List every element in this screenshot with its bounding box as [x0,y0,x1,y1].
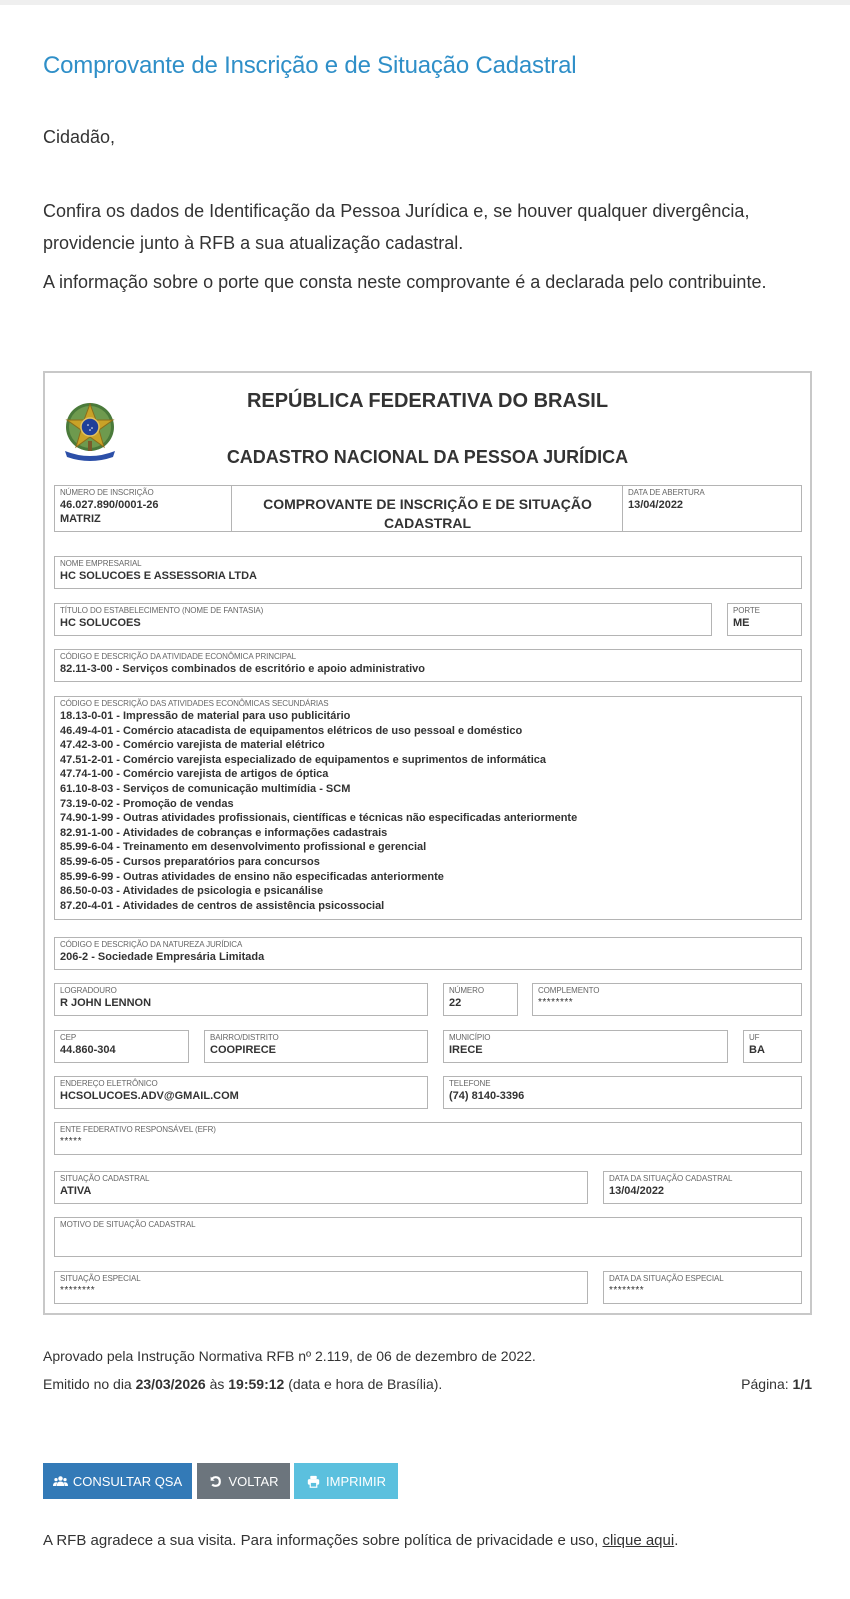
field-telefone [443,1076,802,1109]
privacy-link[interactable]: clique aqui [602,1532,675,1549]
field-nome-fantasia [54,603,712,636]
field-uf [743,1030,802,1063]
value-numero: 22 [449,997,462,1009]
print-icon [306,1475,321,1488]
aprovado-text: Aprovado pela Instrução Normativa RFB nº 2.119, de 06 de dezembro de 2022. [43,1348,536,1364]
list-item: 74.90-1-99 - Outras atividades profissionais, científicas e técnicas não especificadas anteriormente [60,812,578,825]
list-item: 86.50-0-03 - Atividades de psicologia e psicanálise [60,885,324,898]
list-item: 61.10-8-03 - Serviços de comunicação multimídia - SCM [60,782,351,795]
field-atividades-secundarias [54,696,802,920]
label-email: ENDEREÇO ELETRÔNICO [60,1079,158,1088]
list-item: 85.99-6-04 - Treinamento em desenvolvimento profissional e gerencial [60,841,427,854]
voltar-label: VOLTAR [228,1473,279,1489]
list-item: 73.19-0-02 - Promoção de vendas [60,797,234,810]
emitido-time: 19:59:12 [228,1376,285,1392]
emitido-date: 23/03/2026 [135,1376,206,1392]
value-email: HCSOLUCOES.ADV@GMAIL.COM [60,1090,239,1102]
privacy-text [43,1532,678,1549]
label-situacao-especial: SITUAÇÃO ESPECIAL [60,1274,141,1283]
greeting: Cidadão, [43,127,116,147]
label-natureza-juridica: CÓDIGO E DESCRIÇÃO DA NATUREZA JURÍDICA [60,940,243,949]
consultar-qsa-label: CONSULTAR QSA [72,1473,183,1489]
label-data-situacao-especial: DATA DA SITUAÇÃO ESPECIAL [609,1274,724,1283]
value-efr: ***** [60,1136,82,1147]
page-title: Comprovante de Inscrição e de Situação Cadastral [43,52,577,79]
label-nome-empresarial: NOME EMPRESARIAL [60,559,142,568]
label-cep: CEP [60,1033,77,1042]
voltar-button[interactable] [197,1463,290,1499]
value-bairro: COOPIRECE [210,1044,277,1056]
label-data-situacao-cadastral: DATA DA SITUAÇÃO CADASTRAL [609,1174,733,1183]
porte-note-paragraph: A informação sobre o porte que consta neste comprovante é a declarada pelo contribuinte. [43,272,767,292]
field-logradouro [54,983,428,1016]
value-logradouro: R JOHN LENNON [60,997,152,1009]
value-natureza-juridica: 206-2 - Sociedade Empresária Limitada [60,951,265,963]
privacy-text-body: A RFB agradece a sua visita. Para informações sobre política de privacidade e uso, [43,1532,603,1549]
comprovante-title: COMPROVANTE DE INSCRIÇÃO E DE SITUAÇÃO CADASTRAL [263,496,592,531]
label-atividades-secundarias: CÓDIGO E DESCRIÇÃO DAS ATIVIDADES ECONÔMICAS SECUNDÁRIAS [60,699,329,708]
field-numero [443,983,518,1016]
value-porte: ME [733,617,750,629]
list-item: 85.99-6-05 - Cursos preparatórios para concursos [60,855,320,868]
label-numero: NÚMERO [449,986,484,995]
value-data-abertura: 13/04/2022 [628,499,684,511]
value-complemento: ******** [538,997,574,1008]
emitido-suffix: (data e hora de Brasília). [284,1376,443,1392]
value-uf: BA [749,1044,765,1056]
field-email [54,1076,428,1109]
value-cep: 44.860-304 [60,1044,116,1056]
label-municipio: MUNICÍPIO [449,1033,491,1042]
list-item: 82.91-1-00 - Atividades de cobranças e informações cadastrais [60,826,388,839]
label-numero-inscricao: NÚMERO DE INSCRIÇÃO [60,488,154,497]
value-cnpj: 46.027.890/0001-26 [60,499,159,511]
field-bairro [204,1030,428,1063]
field-efr [54,1122,802,1155]
consultar-qsa-button[interactable] [43,1463,192,1499]
top-bar [0,0,850,5]
label-nome-fantasia: TÍTULO DO ESTABELECIMENTO (NOME DE FANTASIA) [60,606,264,615]
value-matriz: MATRIZ [60,513,101,525]
field-atividade-principal [54,649,802,682]
list-item: 85.99-6-99 - Outras atividades de ensino não especificadas anteriormente [60,870,444,883]
field-data-situacao-cadastral [603,1171,802,1204]
value-situacao-cadastral: ATIVA [60,1185,92,1197]
field-data-situacao-especial [603,1271,802,1304]
value-nome-empresarial: HC SOLUCOES E ASSESSORIA LTDA [60,570,258,582]
value-data-situacao-especial: ******** [609,1285,645,1296]
header-republica: REPÚBLICA FEDERATIVA DO BRASIL [246,390,609,412]
label-logradouro: LOGRADOURO [60,986,117,995]
label-uf: UF [749,1033,760,1042]
page-number [741,1376,812,1392]
imprimir-label: IMPRIMIR [326,1473,386,1489]
label-bairro: BAIRRO/DISTRITO [210,1033,279,1042]
field-data-abertura [622,485,802,532]
list-item: 46.49-4-01 - Comércio atacadista de equipamentos elétricos de uso pessoal e doméstico [60,724,523,737]
field-situacao-cadastral [54,1171,588,1204]
label-telefone: TELEFONE [449,1079,491,1088]
emitido-prefix: Emitido no dia [43,1376,136,1392]
imprimir-button[interactable] [294,1463,398,1499]
value-telefone: (74) 8140-3396 [449,1090,525,1102]
users-icon [53,1475,68,1488]
label-situacao-cadastral: SITUAÇÃO CADASTRAL [60,1174,150,1183]
field-situacao-especial [54,1271,588,1304]
field-complemento [532,983,802,1016]
list-item: 18.13-0-01 - Impressão de material para uso publicitário [60,710,351,722]
value-data-situacao-cadastral: 13/04/2022 [609,1185,665,1197]
field-numero-inscricao [54,485,231,532]
undo-icon [208,1475,223,1488]
list-item: 47.42-3-00 - Comércio varejista de material elétrico [60,739,325,752]
field-municipio [443,1030,728,1063]
privacy-text-end: . [674,1532,679,1549]
list-item: 47.51-2-01 - Comércio varejista especializado de equipamentos e suprimentos de informática [60,753,547,766]
value-atividade-principal: 82.11-3-00 - Serviços combinados de escritório e apoio administrativo [60,663,425,675]
label-motivo-situacao: MOTIVO DE SITUAÇÃO CADASTRAL [60,1220,196,1229]
label-porte: PORTE [733,606,760,615]
intro-paragraph: Confira os dados de Identificação da Pessoa Jurídica e, se houver qualquer divergência, providencie junto à RFB a sua atualização cadastral. [43,201,750,253]
list-item: 87.20-4-01 - Atividades de centros de assistência psicossocial [60,899,385,912]
field-natureza-juridica [54,937,802,970]
value-situacao-especial: ******** [60,1285,96,1296]
value-municipio: IRECE [449,1044,483,1056]
field-porte [727,603,802,636]
value-nome-fantasia: HC SOLUCOES [60,617,141,629]
label-atividade-principal: CÓDIGO E DESCRIÇÃO DA ATIVIDADE ECONÔMICA PRINCIPAL [60,652,296,661]
field-nome-empresarial [54,556,802,589]
emitido-mid: às [205,1376,229,1392]
emitido-text [43,1376,442,1392]
label-complemento: COMPLEMENTO [538,986,600,995]
header-cadastro: CADASTRO NACIONAL DA PESSOA JURÍDICA [226,447,629,467]
field-cep [54,1030,189,1063]
field-motivo-situacao [54,1217,802,1257]
page-value: 1/1 [792,1376,812,1392]
page-label: Página: [741,1376,793,1392]
list-item: 47.74-1-00 - Comércio varejista de artigos de óptica [60,768,329,781]
label-efr: ENTE FEDERATIVO RESPONSÁVEL (EFR) [60,1125,216,1134]
label-data-abertura: DATA DE ABERTURA [628,488,705,497]
